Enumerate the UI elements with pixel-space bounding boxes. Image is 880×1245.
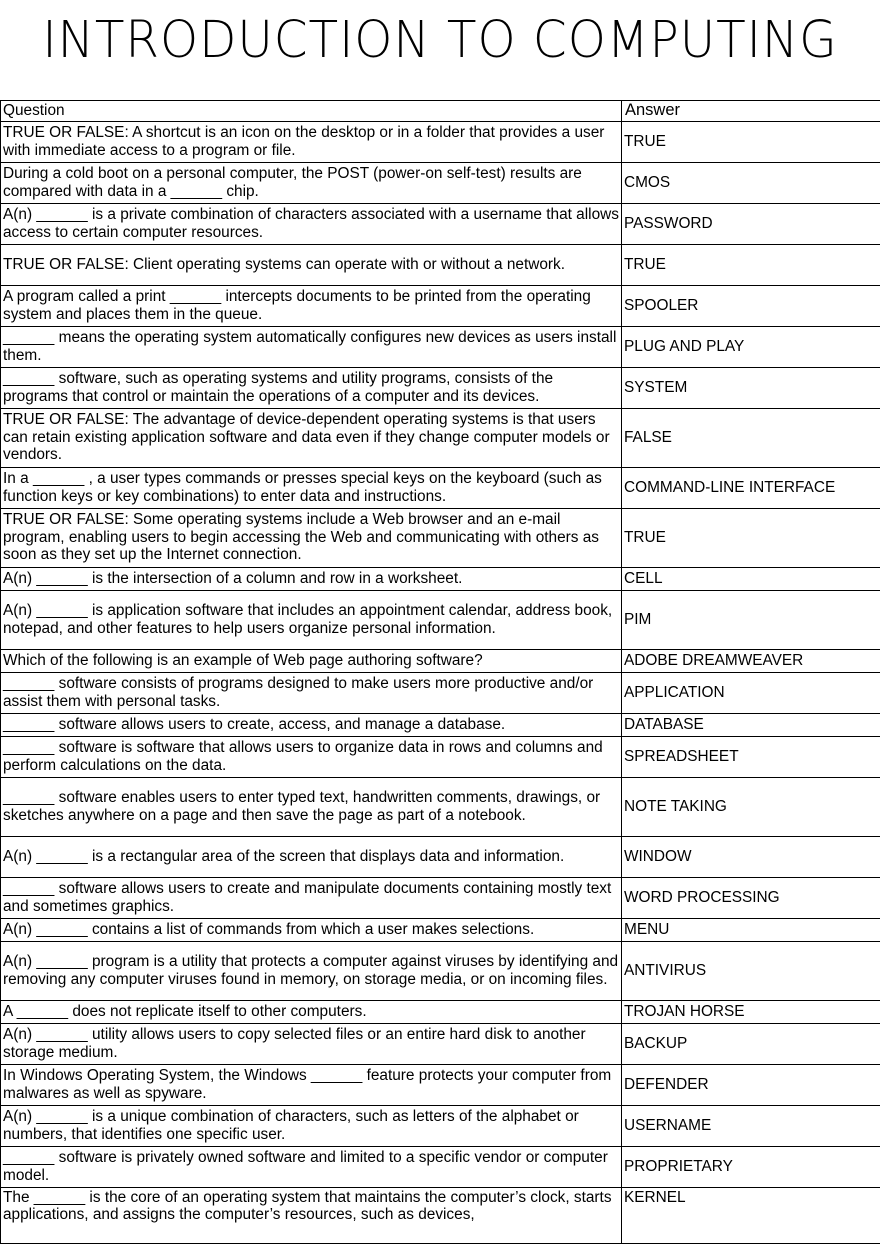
answer-cell: DATABASE (622, 713, 880, 736)
table-row (1, 1187, 880, 1243)
table-row (1, 326, 880, 367)
table-row (1, 649, 880, 672)
answer-cell: BACKUP (622, 1023, 880, 1064)
answer-cell: PROPRIETARY (622, 1146, 880, 1187)
question-cell: ______ software is software that allows users to organize data in rows and columns and perform calculations on the data. (1, 736, 622, 777)
table-row (1, 672, 880, 713)
qa-table (0, 100, 880, 1244)
question-cell: ______ software, such as operating systems and utility programs, consists of the programs that control or maintain the operations of a computer and its devices. (1, 367, 622, 408)
table-row (1, 285, 880, 326)
table-row (1, 877, 880, 918)
answer-cell: DEFENDER (622, 1064, 880, 1105)
question-cell: A(n) ______ program is a utility that protects a computer against viruses by identifying and removing any computer viruses found in memory, on storage media, or on incoming files. (1, 941, 622, 1000)
table-row (1, 367, 880, 408)
question-cell: ______ software allows users to create and manipulate documents containing mostly text and sometimes graphics. (1, 877, 622, 918)
answer-cell: SPOOLER (622, 285, 880, 326)
question-cell: A(n) ______ is application software that includes an appointment calendar, address book, notepad, and other features to help users organize personal information. (1, 590, 622, 649)
answer-cell: WORD PROCESSING (622, 877, 880, 918)
answer-cell: TROJAN HORSE (622, 1000, 880, 1023)
answer-cell: SPREADSHEET (622, 736, 880, 777)
page-title: INTRODUCTION TO COMPUTING (42, 11, 838, 70)
answer-cell: CMOS (622, 162, 880, 203)
answer-cell: ANTIVIRUS (622, 941, 880, 1000)
table-row (1, 941, 880, 1000)
answer-cell: PASSWORD (622, 203, 880, 244)
table-row (1, 408, 880, 467)
table-row (1, 567, 880, 590)
question-cell: A(n) ______ is the intersection of a column and row in a worksheet. (1, 567, 622, 590)
table-row (1, 1105, 880, 1146)
question-cell: ______ software allows users to create, access, and manage a database. (1, 713, 622, 736)
question-cell: A ______ does not replicate itself to other computers. (1, 1000, 622, 1023)
question-cell: A(n) ______ is a unique combination of characters, such as letters of the alphabet or numbers, that identifies one specific user. (1, 1105, 622, 1146)
table-row (1, 1023, 880, 1064)
table-row (1, 836, 880, 877)
answer-cell: TRUE (622, 508, 880, 567)
table-row (1, 162, 880, 203)
table-row (1, 203, 880, 244)
question-cell: TRUE OR FALSE: The advantage of device-dependent operating systems is that users can retain existing application software and data even if they change computer models or vendors. (1, 408, 622, 467)
question-cell: ______ software enables users to enter typed text, handwritten comments, drawings, or sketches anywhere on a page and then save the page as part of a notebook. (1, 777, 622, 836)
table-row (1, 777, 880, 836)
qa-table-body (1, 121, 880, 1243)
question-cell: TRUE OR FALSE: A shortcut is an icon on the desktop or in a folder that provides a user with immediate access to a program or file. (1, 121, 622, 162)
question-cell: A(n) ______ contains a list of commands from which a user makes selections. (1, 918, 622, 941)
question-cell: TRUE OR FALSE: Some operating systems include a Web browser and an e-mail program, enabling users to begin accessing the Web and communicating with others as soon as they set up the Internet connection. (1, 508, 622, 567)
answer-cell: TRUE (622, 244, 880, 285)
question-cell: A program called a print ______ intercepts documents to be printed from the operating system and places them in the queue. (1, 285, 622, 326)
answer-cell: TRUE (622, 121, 880, 162)
table-row (1, 508, 880, 567)
table-row (1, 244, 880, 285)
answer-cell: PLUG AND PLAY (622, 326, 880, 367)
table-row (1, 467, 880, 508)
answer-column-header: Answer (622, 101, 880, 122)
answer-cell: ADOBE DREAMWEAVER (622, 649, 880, 672)
answer-cell: SYSTEM (622, 367, 880, 408)
answer-cell: CELL (622, 567, 880, 590)
question-cell: ______ means the operating system automatically configures new devices as users install them. (1, 326, 622, 367)
question-cell: In Windows Operating System, the Windows ______ feature protects your computer from malwares as well as spyware. (1, 1064, 622, 1105)
question-cell: Which of the following is an example of Web page authoring software? (1, 649, 622, 672)
table-row (1, 590, 880, 649)
question-cell: A(n) ______ is a private combination of characters associated with a username that allows access to certain computer resources. (1, 203, 622, 244)
question-cell: ______ software consists of programs designed to make users more productive and/or assist them with personal tasks. (1, 672, 622, 713)
question-cell: The ______ is the core of an operating system that maintains the computer’s clock, starts applications, and assigns the computer’s resources, such as devices, (1, 1187, 622, 1243)
answer-cell: KERNEL (622, 1187, 880, 1243)
answer-cell: WINDOW (622, 836, 880, 877)
table-row (1, 121, 880, 162)
table-row (1, 736, 880, 777)
table-row (1, 1064, 880, 1105)
question-cell: During a cold boot on a personal computer, the POST (power-on self-test) results are compared with data in a ______ chip. (1, 162, 622, 203)
answer-cell: NOTE TAKING (622, 777, 880, 836)
question-cell: ______ software is privately owned software and limited to a specific vendor or computer model. (1, 1146, 622, 1187)
question-cell: In a ______ , a user types commands or presses special keys on the keyboard (such as function keys or key combinations) to enter data and instructions. (1, 467, 622, 508)
question-cell: TRUE OR FALSE: Client operating systems can operate with or without a network. (1, 244, 622, 285)
answer-cell: PIM (622, 590, 880, 649)
question-cell: A(n) ______ is a rectangular area of the screen that displays data and information. (1, 836, 622, 877)
answer-cell: USERNAME (622, 1105, 880, 1146)
question-cell: A(n) ______ utility allows users to copy selected files or an entire hard disk to another storage medium. (1, 1023, 622, 1064)
question-column-header: Question (1, 101, 622, 122)
table-row (1, 1000, 880, 1023)
answer-cell: APPLICATION (622, 672, 880, 713)
table-row (1, 1146, 880, 1187)
answer-cell: FALSE (622, 408, 880, 467)
answer-cell: COMMAND-LINE INTERFACE (622, 467, 880, 508)
table-row (1, 713, 880, 736)
table-header-row (1, 101, 880, 122)
table-row (1, 918, 880, 941)
answer-cell: MENU (622, 918, 880, 941)
